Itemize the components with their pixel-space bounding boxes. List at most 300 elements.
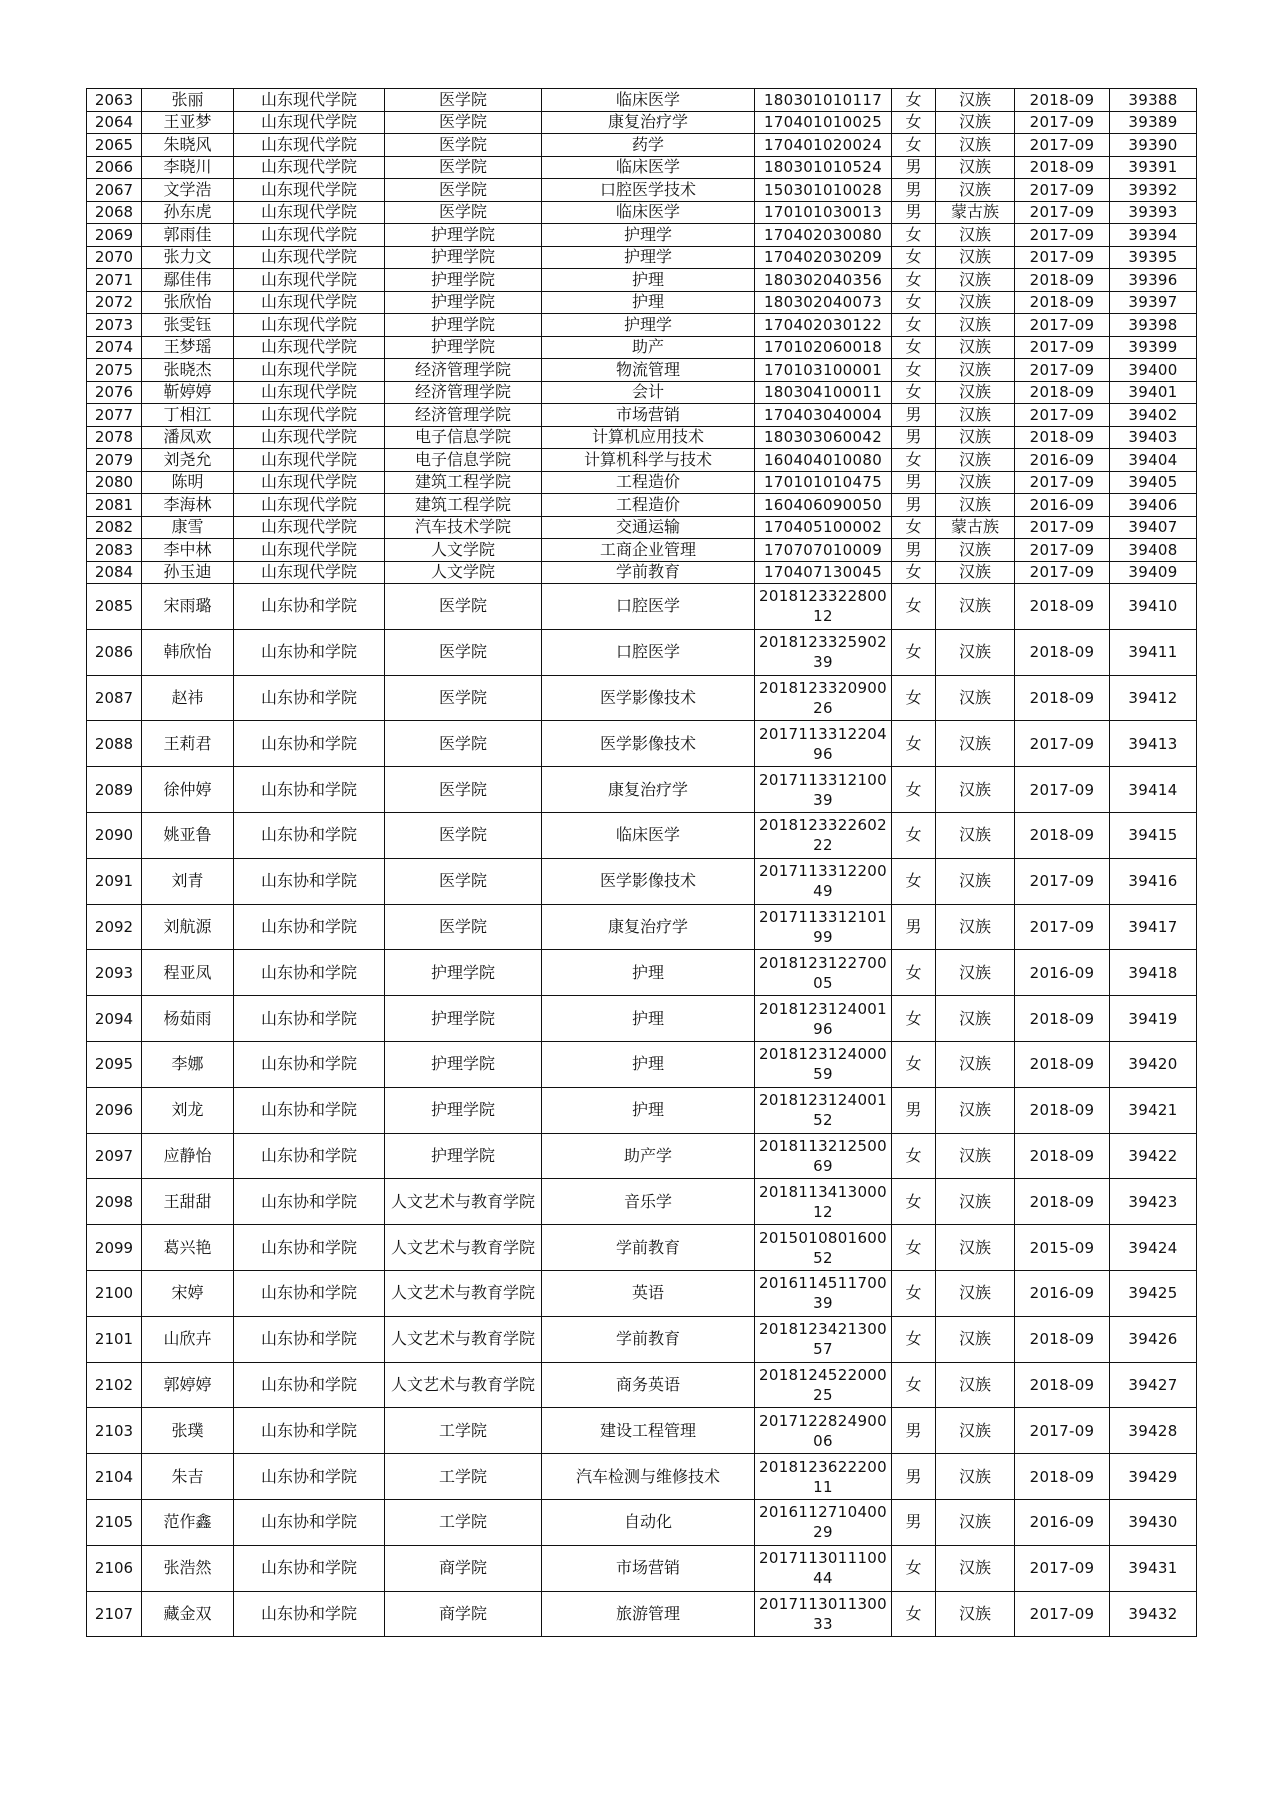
row-number: 2080 bbox=[94, 473, 134, 492]
row-number: 2084 bbox=[94, 563, 134, 582]
ethnicity-cell bbox=[936, 904, 1015, 950]
ethnicity: 汉族 bbox=[958, 427, 991, 447]
major-name: 英语 bbox=[631, 1283, 664, 1303]
table-row bbox=[87, 134, 1197, 157]
table-row bbox=[87, 1499, 1197, 1545]
school-name-cell bbox=[234, 1316, 385, 1362]
student-id: 170103100001 bbox=[763, 360, 883, 379]
record-code-cell bbox=[1110, 494, 1197, 517]
row-number: 2075 bbox=[94, 360, 134, 379]
student-name-cell bbox=[142, 134, 234, 157]
college-name: 电子信息学院 bbox=[414, 449, 511, 469]
major-name: 市场营销 bbox=[615, 1558, 680, 1578]
row-number-cell bbox=[87, 904, 142, 950]
student-name-cell bbox=[142, 1316, 234, 1362]
record-code: 39402 bbox=[1128, 405, 1178, 424]
school-name-cell bbox=[234, 812, 385, 858]
major-name: 口腔医学 bbox=[615, 596, 680, 616]
row-number-cell bbox=[87, 1041, 142, 1087]
enrollment-date: 2017-09 bbox=[1029, 540, 1095, 559]
school-name-cell bbox=[234, 1545, 385, 1591]
major-name: 医学影像技术 bbox=[599, 687, 696, 707]
student-name-cell bbox=[142, 336, 234, 359]
gender-cell bbox=[892, 1087, 936, 1133]
gender-cell bbox=[892, 471, 936, 494]
gender: 男 bbox=[905, 404, 922, 424]
enrollment-date: 2016-09 bbox=[1029, 1513, 1095, 1532]
college-name: 护理学院 bbox=[430, 292, 495, 312]
record-code-cell bbox=[1110, 1545, 1197, 1591]
college-name: 医学院 bbox=[438, 871, 487, 891]
enrollment-date-cell bbox=[1015, 629, 1110, 675]
student-name: 张欣怡 bbox=[163, 292, 212, 312]
gender-cell bbox=[892, 449, 936, 472]
record-code: 39394 bbox=[1128, 225, 1178, 244]
gender: 女 bbox=[905, 359, 922, 379]
table-row bbox=[87, 858, 1197, 904]
gender-cell bbox=[892, 494, 936, 517]
enrollment-date-cell bbox=[1015, 1499, 1110, 1545]
row-number: 2074 bbox=[94, 338, 134, 357]
student-table bbox=[86, 88, 1197, 1637]
student-id: 201812332280012 bbox=[759, 587, 887, 626]
school-name-cell bbox=[234, 89, 385, 112]
college-name: 医学院 bbox=[438, 112, 487, 132]
student-name-cell bbox=[142, 314, 234, 337]
college-name: 医学院 bbox=[438, 157, 487, 177]
major-name: 口腔医学技术 bbox=[599, 179, 696, 199]
college-name: 人文艺术与教育学院 bbox=[390, 1283, 535, 1303]
student-id-cell bbox=[755, 404, 892, 427]
college-name-cell bbox=[385, 201, 542, 224]
college-name-cell bbox=[385, 336, 542, 359]
record-code-cell bbox=[1110, 584, 1197, 630]
gender-cell bbox=[892, 1179, 936, 1225]
ethnicity-cell bbox=[936, 426, 1015, 449]
student-id: 180302040073 bbox=[763, 293, 883, 312]
school-name: 山东现代学院 bbox=[260, 449, 357, 469]
gender: 女 bbox=[905, 1008, 922, 1028]
school-name: 山东协和学院 bbox=[260, 733, 357, 753]
major-name-cell bbox=[542, 1591, 755, 1637]
college-name: 护理学院 bbox=[430, 337, 495, 357]
row-number-cell bbox=[87, 950, 142, 996]
college-name-cell bbox=[385, 426, 542, 449]
gender-cell bbox=[892, 1362, 936, 1408]
enrollment-date: 2018-09 bbox=[1029, 688, 1095, 707]
major-name: 计算机应用技术 bbox=[591, 427, 704, 447]
student-name: 张璞 bbox=[171, 1420, 204, 1440]
school-name-cell bbox=[234, 134, 385, 157]
row-number-cell bbox=[87, 426, 142, 449]
row-number: 2067 bbox=[94, 180, 134, 199]
school-name-cell bbox=[234, 721, 385, 767]
school-name: 山东现代学院 bbox=[260, 539, 357, 559]
college-name-cell bbox=[385, 314, 542, 337]
table-row bbox=[87, 246, 1197, 269]
enrollment-date: 2017-09 bbox=[1029, 563, 1095, 582]
row-number-cell bbox=[87, 156, 142, 179]
college-name: 汽车技术学院 bbox=[414, 517, 511, 537]
college-name: 医学院 bbox=[438, 179, 487, 199]
major-name: 助产 bbox=[631, 337, 664, 357]
enrollment-date-cell bbox=[1015, 812, 1110, 858]
record-code-cell bbox=[1110, 359, 1197, 382]
school-name-cell bbox=[234, 1179, 385, 1225]
enrollment-date: 2018-09 bbox=[1029, 1055, 1095, 1074]
ethnicity-cell bbox=[936, 1270, 1015, 1316]
enrollment-date-cell bbox=[1015, 561, 1110, 584]
school-name-cell bbox=[234, 516, 385, 539]
ethnicity: 汉族 bbox=[958, 247, 991, 267]
ethnicity: 汉族 bbox=[958, 1558, 991, 1578]
enrollment-date: 2017-09 bbox=[1029, 405, 1095, 424]
student-name: 藏金双 bbox=[163, 1603, 212, 1623]
major-name: 学前教育 bbox=[615, 562, 680, 582]
major-name-cell bbox=[542, 134, 755, 157]
record-code-cell bbox=[1110, 314, 1197, 337]
school-name: 山东协和学院 bbox=[260, 871, 357, 891]
student-id: 170402030209 bbox=[763, 248, 883, 267]
college-name: 工学院 bbox=[438, 1512, 487, 1532]
student-id: 170707010009 bbox=[763, 540, 883, 559]
enrollment-date: 2017-09 bbox=[1029, 135, 1095, 154]
enrollment-date-cell bbox=[1015, 404, 1110, 427]
record-code-cell bbox=[1110, 561, 1197, 584]
student-name: 潘凤欢 bbox=[163, 427, 212, 447]
row-number: 2094 bbox=[94, 1009, 134, 1028]
gender-cell bbox=[892, 89, 936, 112]
college-name-cell bbox=[385, 134, 542, 157]
school-name-cell bbox=[234, 1591, 385, 1637]
student-id: 180301010524 bbox=[763, 158, 883, 177]
college-name: 护理学院 bbox=[430, 224, 495, 244]
student-id: 150301010028 bbox=[763, 180, 883, 199]
row-number: 2081 bbox=[94, 495, 134, 514]
student-id-cell bbox=[755, 1591, 892, 1637]
school-name-cell bbox=[234, 1225, 385, 1271]
table-row bbox=[87, 1133, 1197, 1179]
record-code: 39399 bbox=[1128, 338, 1178, 357]
enrollment-date-cell bbox=[1015, 1179, 1110, 1225]
college-name: 医学院 bbox=[438, 687, 487, 707]
enrollment-date: 2018-09 bbox=[1029, 1330, 1095, 1349]
student-id-cell bbox=[755, 156, 892, 179]
student-name: 山欣卉 bbox=[163, 1329, 212, 1349]
row-number-cell bbox=[87, 1316, 142, 1362]
major-name-cell bbox=[542, 721, 755, 767]
gender-cell bbox=[892, 858, 936, 904]
enrollment-date: 2017-09 bbox=[1029, 180, 1095, 199]
row-number: 2083 bbox=[94, 540, 134, 559]
record-code: 39427 bbox=[1128, 1375, 1178, 1394]
row-number-cell bbox=[87, 269, 142, 292]
enrollment-date-cell bbox=[1015, 584, 1110, 630]
college-name-cell bbox=[385, 1408, 542, 1454]
gender: 女 bbox=[905, 1237, 922, 1257]
record-code: 39390 bbox=[1128, 135, 1178, 154]
school-name: 山东现代学院 bbox=[260, 269, 357, 289]
student-id-cell bbox=[755, 471, 892, 494]
college-name: 护理学院 bbox=[430, 1008, 495, 1028]
college-name-cell bbox=[385, 950, 542, 996]
college-name-cell bbox=[385, 1316, 542, 1362]
college-name: 建筑工程学院 bbox=[414, 472, 511, 492]
student-id-cell bbox=[755, 516, 892, 539]
table-row bbox=[87, 89, 1197, 112]
ethnicity-cell bbox=[936, 224, 1015, 247]
gender: 男 bbox=[905, 916, 922, 936]
row-number-cell bbox=[87, 89, 142, 112]
student-id-cell bbox=[755, 1179, 892, 1225]
row-number: 2089 bbox=[94, 780, 134, 799]
gender-cell bbox=[892, 156, 936, 179]
enrollment-date: 2016-09 bbox=[1029, 450, 1095, 469]
ethnicity-cell bbox=[936, 336, 1015, 359]
record-code: 39413 bbox=[1128, 734, 1178, 753]
record-code: 39417 bbox=[1128, 917, 1178, 936]
major-name: 医学影像技术 bbox=[599, 871, 696, 891]
major-name-cell bbox=[542, 1362, 755, 1408]
ethnicity-cell bbox=[936, 1087, 1015, 1133]
student-id-cell bbox=[755, 1270, 892, 1316]
row-number: 2090 bbox=[94, 826, 134, 845]
student-id: 170401010025 bbox=[763, 113, 883, 132]
student-id: 160406090050 bbox=[763, 495, 883, 514]
ethnicity-cell bbox=[936, 494, 1015, 517]
college-name: 护理学院 bbox=[430, 1054, 495, 1074]
enrollment-date-cell bbox=[1015, 1041, 1110, 1087]
gender: 男 bbox=[905, 494, 922, 514]
school-name-cell bbox=[234, 426, 385, 449]
gender-cell bbox=[892, 426, 936, 449]
major-name-cell bbox=[542, 629, 755, 675]
enrollment-date: 2018-09 bbox=[1029, 643, 1095, 662]
major-name-cell bbox=[542, 1133, 755, 1179]
major-name-cell bbox=[542, 950, 755, 996]
student-name-cell bbox=[142, 179, 234, 202]
student-name-cell bbox=[142, 1545, 234, 1591]
major-name: 自动化 bbox=[623, 1512, 672, 1532]
major-name: 交通运输 bbox=[615, 517, 680, 537]
school-name: 山东协和学院 bbox=[260, 1237, 357, 1257]
gender-cell bbox=[892, 1591, 936, 1637]
major-name: 汽车检测与维修技术 bbox=[575, 1466, 720, 1486]
row-number-cell bbox=[87, 179, 142, 202]
student-id-cell bbox=[755, 89, 892, 112]
student-name: 朱吉 bbox=[171, 1466, 204, 1486]
student-name-cell bbox=[142, 111, 234, 134]
row-number-cell bbox=[87, 767, 142, 813]
student-name: 丁相江 bbox=[163, 404, 212, 424]
record-code: 39388 bbox=[1128, 90, 1178, 109]
table-row bbox=[87, 584, 1197, 630]
ethnicity: 汉族 bbox=[958, 1603, 991, 1623]
gender: 女 bbox=[905, 449, 922, 469]
record-code: 39414 bbox=[1128, 780, 1178, 799]
student-id-cell bbox=[755, 1362, 892, 1408]
row-number: 2096 bbox=[94, 1101, 134, 1120]
record-code-cell bbox=[1110, 767, 1197, 813]
enrollment-date-cell bbox=[1015, 314, 1110, 337]
ethnicity-cell bbox=[936, 950, 1015, 996]
student-name-cell bbox=[142, 1133, 234, 1179]
row-number-cell bbox=[87, 1087, 142, 1133]
gender-cell bbox=[892, 1316, 936, 1362]
student-id-cell bbox=[755, 336, 892, 359]
major-name: 康复治疗学 bbox=[607, 112, 688, 132]
school-name: 山东现代学院 bbox=[260, 224, 357, 244]
student-id-cell bbox=[755, 179, 892, 202]
gender: 男 bbox=[905, 1466, 922, 1486]
major-name-cell bbox=[542, 1545, 755, 1591]
enrollment-date-cell bbox=[1015, 201, 1110, 224]
gender: 女 bbox=[905, 247, 922, 267]
gender: 女 bbox=[905, 1558, 922, 1578]
row-number-cell bbox=[87, 1545, 142, 1591]
school-name-cell bbox=[234, 904, 385, 950]
student-id: 201712282490006 bbox=[759, 1411, 887, 1450]
row-number: 2071 bbox=[94, 270, 134, 289]
row-number: 2104 bbox=[94, 1467, 134, 1486]
gender: 女 bbox=[905, 1191, 922, 1211]
gender-cell bbox=[892, 1133, 936, 1179]
college-name-cell bbox=[385, 404, 542, 427]
row-number: 2072 bbox=[94, 293, 134, 312]
student-name: 孙东虎 bbox=[163, 202, 212, 222]
enrollment-date-cell bbox=[1015, 1133, 1110, 1179]
school-name: 山东协和学院 bbox=[260, 1145, 357, 1165]
college-name: 医学院 bbox=[438, 733, 487, 753]
student-name: 刘航源 bbox=[163, 916, 212, 936]
ethnicity: 汉族 bbox=[958, 1466, 991, 1486]
school-name-cell bbox=[234, 584, 385, 630]
record-code-cell bbox=[1110, 291, 1197, 314]
student-id: 201611271040029 bbox=[759, 1503, 887, 1542]
school-name-cell bbox=[234, 449, 385, 472]
ethnicity: 汉族 bbox=[958, 596, 991, 616]
gender-cell bbox=[892, 812, 936, 858]
gender-cell bbox=[892, 246, 936, 269]
major-name-cell bbox=[542, 904, 755, 950]
college-name: 商学院 bbox=[438, 1558, 487, 1578]
major-name-cell bbox=[542, 584, 755, 630]
major-name-cell bbox=[542, 1499, 755, 1545]
gender: 女 bbox=[905, 337, 922, 357]
ethnicity: 汉族 bbox=[958, 733, 991, 753]
ethnicity-cell bbox=[936, 1362, 1015, 1408]
record-code-cell bbox=[1110, 629, 1197, 675]
major-name: 物流管理 bbox=[615, 359, 680, 379]
student-name-cell bbox=[142, 675, 234, 721]
row-number: 2077 bbox=[94, 405, 134, 424]
student-name: 张晓杰 bbox=[163, 359, 212, 379]
school-name: 山东协和学院 bbox=[260, 1603, 357, 1623]
ethnicity: 汉族 bbox=[958, 359, 991, 379]
major-name: 音乐学 bbox=[623, 1191, 672, 1211]
student-name: 张浩然 bbox=[163, 1558, 212, 1578]
row-number: 2095 bbox=[94, 1055, 134, 1074]
school-name-cell bbox=[234, 156, 385, 179]
gender: 男 bbox=[905, 157, 922, 177]
enrollment-date: 2017-09 bbox=[1029, 225, 1095, 244]
record-code-cell bbox=[1110, 539, 1197, 562]
student-name-cell bbox=[142, 950, 234, 996]
enrollment-date-cell bbox=[1015, 89, 1110, 112]
row-number-cell bbox=[87, 111, 142, 134]
major-name-cell bbox=[542, 1225, 755, 1271]
enrollment-date-cell bbox=[1015, 471, 1110, 494]
ethnicity: 汉族 bbox=[958, 157, 991, 177]
enrollment-date: 2017-09 bbox=[1029, 780, 1095, 799]
major-name-cell bbox=[542, 291, 755, 314]
ethnicity-cell bbox=[936, 812, 1015, 858]
student-id-cell bbox=[755, 721, 892, 767]
student-name-cell bbox=[142, 1270, 234, 1316]
gender: 女 bbox=[905, 642, 922, 662]
student-name-cell bbox=[142, 996, 234, 1042]
table-row bbox=[87, 1408, 1197, 1454]
student-name: 陈明 bbox=[171, 472, 204, 492]
row-number: 2107 bbox=[94, 1604, 134, 1623]
major-name: 临床医学 bbox=[615, 202, 680, 222]
row-number: 2097 bbox=[94, 1146, 134, 1165]
table-row bbox=[87, 426, 1197, 449]
major-name: 会计 bbox=[631, 382, 664, 402]
student-id: 201501080160052 bbox=[759, 1228, 887, 1267]
record-code-cell bbox=[1110, 812, 1197, 858]
student-name-cell bbox=[142, 426, 234, 449]
school-name: 山东协和学院 bbox=[260, 962, 357, 982]
college-name-cell bbox=[385, 584, 542, 630]
record-code: 39426 bbox=[1128, 1330, 1178, 1349]
gender: 女 bbox=[905, 292, 922, 312]
ethnicity-cell bbox=[936, 858, 1015, 904]
ethnicity: 汉族 bbox=[958, 1329, 991, 1349]
student-name-cell bbox=[142, 812, 234, 858]
row-number: 2076 bbox=[94, 383, 134, 402]
student-id: 201711301130033 bbox=[759, 1594, 887, 1633]
ethnicity-cell bbox=[936, 1408, 1015, 1454]
school-name-cell bbox=[234, 111, 385, 134]
student-name-cell bbox=[142, 1225, 234, 1271]
student-name-cell bbox=[142, 404, 234, 427]
student-id-cell bbox=[755, 359, 892, 382]
college-name-cell bbox=[385, 1499, 542, 1545]
record-code: 39400 bbox=[1128, 360, 1178, 379]
student-name-cell bbox=[142, 539, 234, 562]
major-name: 临床医学 bbox=[615, 89, 680, 109]
table-row bbox=[87, 904, 1197, 950]
record-code: 39410 bbox=[1128, 597, 1178, 616]
enrollment-date-cell bbox=[1015, 904, 1110, 950]
record-code: 39423 bbox=[1128, 1192, 1178, 1211]
student-id: 170402030080 bbox=[763, 225, 883, 244]
row-number-cell bbox=[87, 404, 142, 427]
major-name-cell bbox=[542, 675, 755, 721]
student-id-cell bbox=[755, 201, 892, 224]
student-id-cell bbox=[755, 584, 892, 630]
school-name: 山东协和学院 bbox=[260, 1420, 357, 1440]
ethnicity-cell bbox=[936, 359, 1015, 382]
enrollment-date-cell bbox=[1015, 1362, 1110, 1408]
ethnicity-cell bbox=[936, 1133, 1015, 1179]
record-code: 39398 bbox=[1128, 315, 1178, 334]
major-name: 护理学 bbox=[623, 247, 672, 267]
college-name: 工学院 bbox=[438, 1466, 487, 1486]
student-name: 李晓川 bbox=[163, 157, 212, 177]
major-name: 护理学 bbox=[623, 314, 672, 334]
